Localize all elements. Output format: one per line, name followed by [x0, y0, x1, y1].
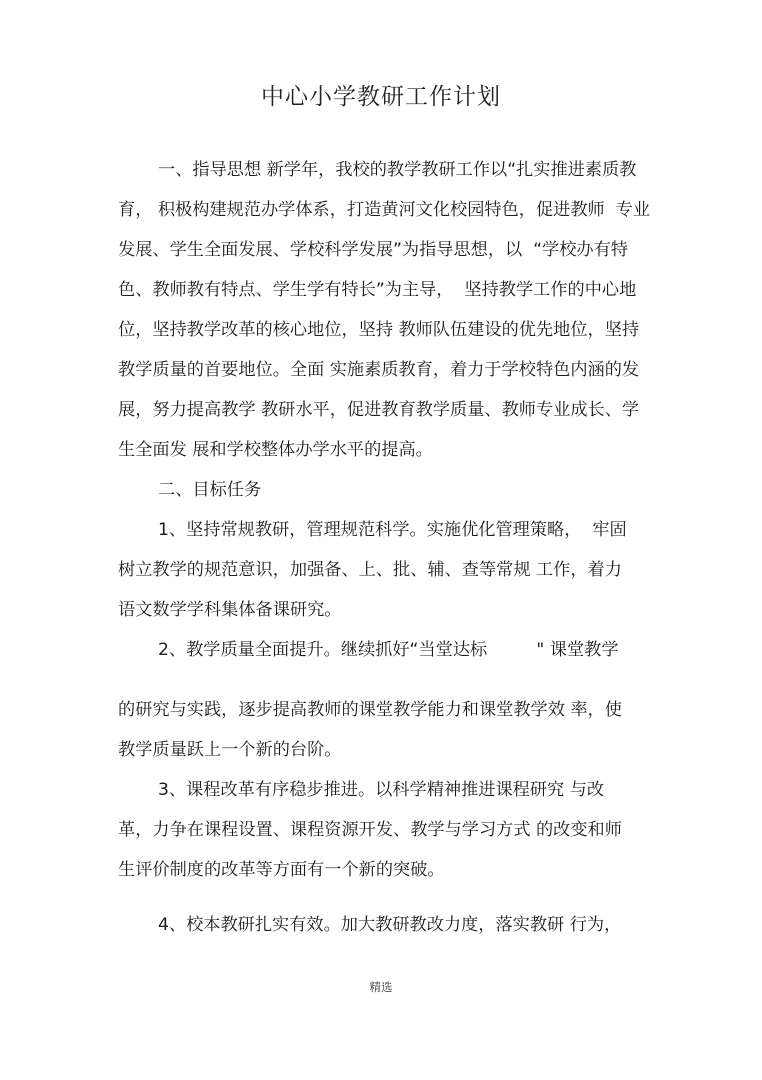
document-title: 中心小学教研工作计划	[261, 84, 501, 110]
text-line: 树立教学的规范意识，加强备、上、批、辅、查等常规 工作，着力	[118, 560, 622, 580]
section-heading: 二、目标任务	[158, 480, 262, 500]
page-footer: 精选	[369, 980, 393, 994]
text-line: 教学质量跃上一个新的台阶。	[118, 740, 342, 760]
text-line: 语文数学学科集体备课研究。	[118, 600, 342, 620]
text-line: 教学质量的首要地位。全面 实施素质教育，着力于学校特色内涵的发	[118, 360, 640, 380]
text-line: 位，坚持教学改革的核心地位，坚持 教师队伍建设的优先地位，坚持	[118, 320, 640, 340]
text-line: 2、教学质量全面提升。继续抓好“当堂达标 " 课堂教学	[158, 640, 619, 660]
text-line: 革，力争在课程设置、课程资源开发、教学与学习方式 的改变和师	[118, 820, 622, 840]
text-line: 一、指导思想 新学年，我校的教学教研工作以“扎实推进素质教	[158, 160, 637, 180]
text-line: 1、坚持常规教研，管理规范科学。实施优化管理策略， 牢固	[158, 520, 627, 540]
text-line: 色、教师教有特点、学生学有特长”为主导， 坚持教学工作的中心地	[118, 280, 637, 300]
text-line: 3、课程改革有序稳步推进。以科学精神推进课程研究 与改	[158, 780, 605, 800]
text-line: 展，努力提高教学 教研水平，促进教育教学质量、教师专业成长、学	[118, 400, 640, 420]
text-line: 生全面发 展和学校整体办学水平的提高。	[118, 440, 433, 460]
text-line: 育， 积极构建规范办学体系，打造黄河文化校园特色，促进教师 专业	[118, 200, 651, 220]
text-line: 的研究与实践，逐步提高教师的课堂教学能力和课堂教学效 率，使	[118, 700, 622, 720]
text-line: 生评价制度的改革等方面有一个新的突破。	[118, 860, 445, 880]
text-line: 4、校本教研扎实有效。加大教研教改力度，落实教研 行为，	[158, 915, 622, 935]
text-line: 发展、学生全面发展、学校科学发展”为指导思想，以 “学校办有特	[118, 240, 628, 260]
